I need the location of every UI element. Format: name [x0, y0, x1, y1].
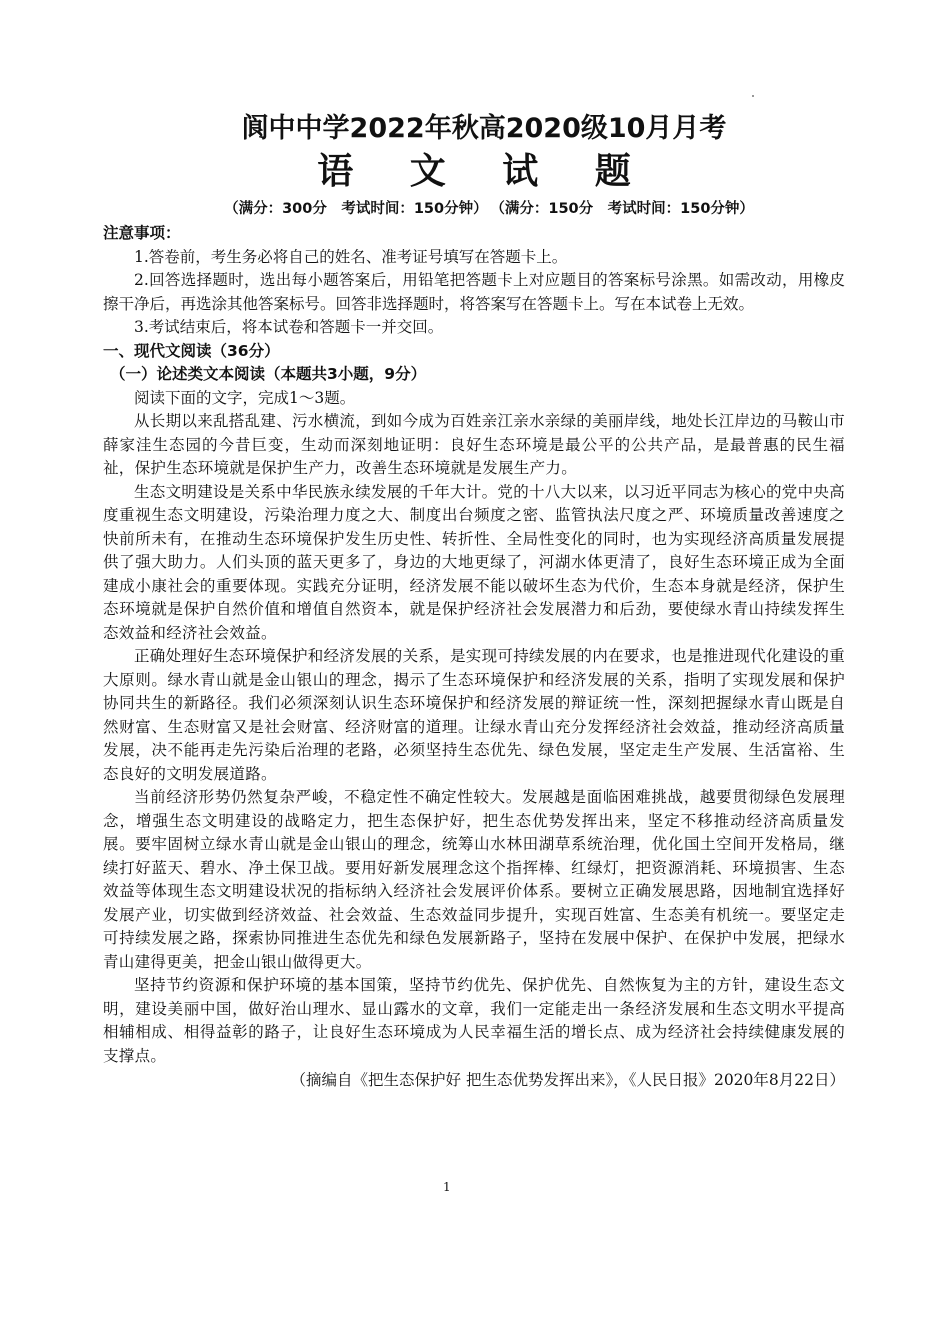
notice-item: 1.答卷前，考生务必将自己的姓名、准考证号填写在答题卡上。 — [134, 247, 568, 266]
article-source: （摘编自《把生态保护好 把生态优势发挥出来》，《人民日报》2020年8月22日） — [290, 1071, 845, 1089]
exam-page — [103, 110, 846, 1194]
score-info-1: （满分：300分 考试时间：150分钟） — [224, 201, 488, 217]
notice-heading: 注意事项： — [103, 224, 181, 242]
section-heading: 一、现代文阅读（36分） — [103, 341, 280, 360]
article-paragraph: 当前经济形势仍然复杂严峻，不稳定性不确定性较大。发展越是面临困难挑战，越要贯彻绿色发展理念，增强生态文明建设的战略定力，把生态保护好，把生态优势发挥出来，坚定不移推动经济高质量发展。要牢固树立绿水青山就是金山银山的理念，统筹山水林田湖草系统治理，优化国土空间开发格局，继续打好蓝天、碧水、净土保卫战。要用好新发展理念这个指挥棒、红绿灯，把资源消耗、环境损害、生态效益等体现生态文明建设状况的指标纳入经济社会发展评价体系。要树立正确发展思路，因地制宜选择好发展产业，切实做到经济效益、社会效益、生态效益同步提升，实现百姓富、生态美有机统一。要坚定走可持续发展之路，探索协同推进生态优先和绿色发展新路子，坚持在发展中保护、在保护中发展，把绿水青山建得更美，把金山银山做得更大。 — [103, 788, 845, 971]
score-info — [143, 196, 845, 222]
page-number: 1 — [443, 1180, 451, 1194]
scan-speck — [752, 95, 754, 97]
school-title: 阆中中学2022年秋高2020级10月月考 — [241, 113, 727, 144]
sub-section-heading: （一）论述类文本阅读（本题共3小题，9分） — [110, 365, 427, 383]
score-info-2: （满分：150分 考试时间：150分钟） — [497, 201, 754, 217]
article-paragraph: 从长期以来乱搭乱建、污水横流，到如今成为百姓亲江亲水亲绿的美丽岸线，地处长江岸边的马鞍山市薛家洼生态园的今昔巨变，生动而深刻地证明：良好生态环境是最公平的公共产品，是最普惠的民生福祉，保护生态环境就是保护生产力，改善生态环境就是发展生产力。 — [103, 412, 846, 477]
article-paragraph: 坚持节约资源和保护环境的基本国策，坚持节约优先、保护优先、自然恢复为主的方针，建设生态文明，建设美丽中国，做好治山理水、显山露水的文章，我们一定能走出一条经济发展和生态文明水平提高相辅相成、相得益彰的路子，让良好生态环境成为人民幸福生活的增长点、成为经济社会持续健康发展的支撑点。 — [103, 976, 845, 1065]
article-paragraph: 生态文明建设是关系中华民族永续发展的千年大计。党的十八大以来，以习近平同志为核心的党中央高度重视生态文明建设，污染治理力度之大、制度出台频度之密、监管执法尺度之严、环境质量改善速度之快前所未有，在推动生态环境保护发生历史性、转折性、全局性变化的同时，也为实现经济高质量发展提供了强大助力。人们头顶的蓝天更多了，身边的大地更绿了，河湖水体更清了，良好生态环境正成为全面建成小康社会的重要体现。实践充分证明，经济发展不能以破坏生态为代价，生态本身就是经济，保护生态环境就是保护自然价值和增值自然资本，就是保护经济社会发展潜力和后劲，要使绿水青山持续发挥生态效益和经济社会效益。 — [103, 482, 846, 642]
notice-item: 3.考试结束后，将本试卷和答题卡一并交回。 — [134, 318, 444, 336]
notice-item: 2.回答选择题时，选出每小题答案后，用铅笔把答题卡上对应题目的答案标号涂黑。如需改动，用橡皮擦干净后，再选涂其他答案标号。回答非选择题时，将答案写在答题卡上。写在本试卷上无效。 — [103, 271, 845, 313]
subject-title: 语 文 试 题 — [317, 151, 653, 192]
article-paragraph: 正确处理好生态环境保护和经济发展的关系，是实现可持续发展的内在要求，也是推进现代化建设的重大原则。绿水青山就是金山银山的理念，揭示了生态环境保护和经济发展的关系，指明了实现发展和保护协同共生的新路径。我们必须深刻认识生态环境保护和经济发展的辩证统一性，深刻把握绿水青山既是自然财富、生态财富又是社会财富、经济财富的道理。让绿水青山充分发挥经济社会效益，推动经济高质量发展，决不能再走先污染后治理的老路，必须坚持生态优先、绿色发展，坚定走生产发展、生活富裕、生态良好的文明发展道路。 — [103, 647, 846, 783]
reading-instruction: 阅读下面的文字，完成1～3题。 — [134, 388, 356, 407]
